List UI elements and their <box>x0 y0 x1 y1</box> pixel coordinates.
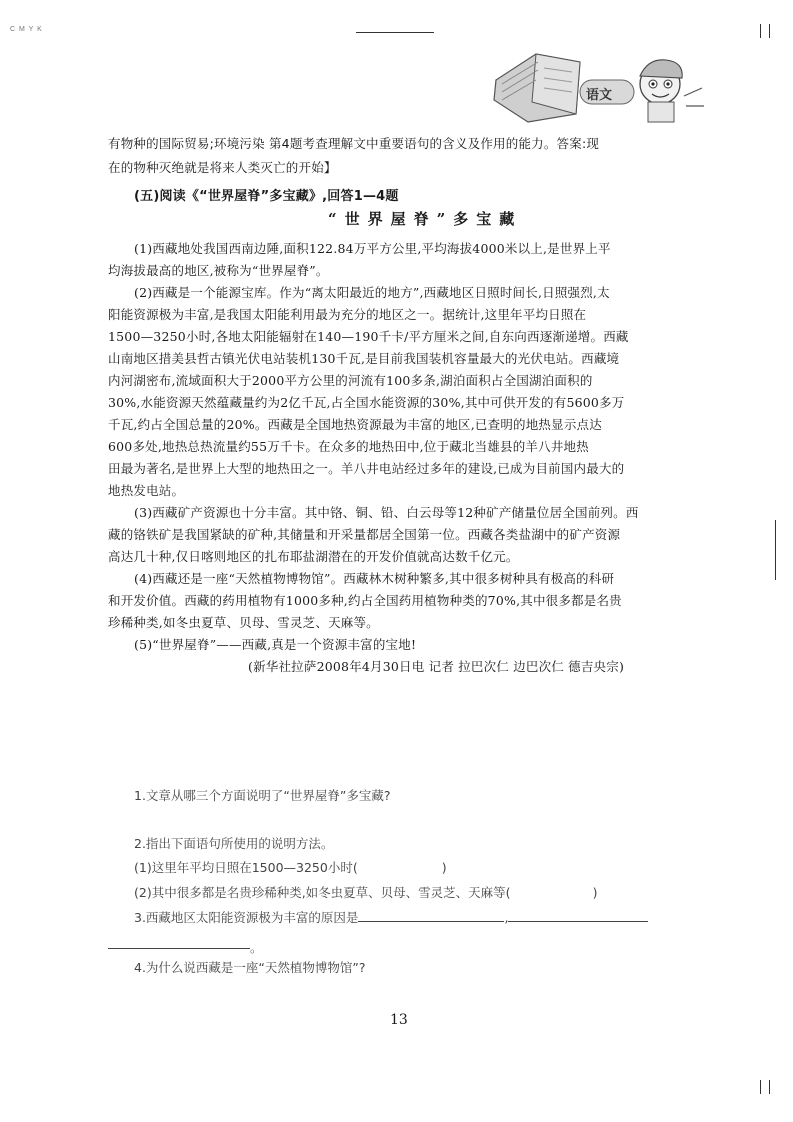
registration-mark-right <box>775 520 776 580</box>
crop-mark-top-right-b <box>769 24 770 38</box>
question-3 <box>134 908 648 926</box>
section-heading: (五)阅读《“世界屋脊”多宝藏》,回答1—4题 <box>134 189 399 204</box>
article-title: “世界屋脊”多宝藏 <box>328 210 523 228</box>
subject-label: 语文 <box>586 88 613 103</box>
paragraph-3-line-1: (3)西藏矿产资源也十分丰富。其中铬、铜、铅、白云母等12种矿产储量位居全国前列。西 <box>134 505 639 520</box>
paragraph-2-line-7: 千瓦,约占全国总量的20%。西藏是全国地热资源最为丰富的地区,已查明的地热显示点达 <box>108 417 602 432</box>
question-2-item-2-close: ) <box>592 885 598 900</box>
question-3-text: 3.西藏地区太阳能资源极为丰富的原因是 <box>134 910 359 925</box>
paragraph-2-line-9: 田最为著名,是世界上大型的地热田之一。羊八井电站经过多年的建设,已成为目前国内最大的 <box>108 461 625 476</box>
paragraph-2-line-4: 山南地区措美县哲古镇光伏电站装机130千瓦,是目前我国装机容量最大的光伏电站。西藏境 <box>108 351 620 366</box>
crop-mark-bottom-right-b <box>769 1080 770 1094</box>
question-4: 4.为什么说西藏是一座“天然植物博物馆”? <box>134 960 366 975</box>
paragraph-4-line-2: 和开发价值。西藏的药用植物有1000多种,约占全国药用植物种类的70%,其中很多都是名贵 <box>108 593 622 608</box>
question-2-item-1 <box>134 858 447 876</box>
paragraph-3-line-3: 高达几十种,仅日喀则地区的扎布耶盐湖潜在的开发价值就高达数千亿元。 <box>108 549 519 564</box>
paragraph-4-line-3: 珍稀种类,如冬虫夏草、贝母、雪灵芝、天麻等。 <box>108 615 379 630</box>
print-color-mark: C M Y K <box>10 26 43 33</box>
answer-blank-3-2[interactable] <box>508 921 648 922</box>
answer-blank-3-3[interactable] <box>108 948 250 949</box>
paragraph-2-line-2: 阳能资源极为丰富,是我国太阳能利用最为充分的地区之一。据统计,这里年平均日照在 <box>108 307 587 322</box>
question-3-comma: , <box>504 910 509 925</box>
paragraph-2-line-6: 30%,水能资源天然蕴藏量约为2亿千瓦,占全国水能资源的30%,其中可供开发的有5600多万 <box>108 395 625 410</box>
crop-mark-top-center <box>356 32 434 33</box>
paragraph-1-line-1: (1)西藏地处我国西南边陲,面积122.84万平方公里,平均海拔4000米以上,是世界上平 <box>134 241 611 256</box>
paragraph-5-line-1: (5)“世界屋脊”——西藏,真是一个资源丰富的宝地! <box>134 637 417 652</box>
question-2-item-2 <box>134 883 597 901</box>
article-body <box>108 238 698 678</box>
subject-illustration <box>488 40 710 128</box>
intro-line-2: 在的物种灭绝就是将来人类灭亡的开始】 <box>108 160 337 175</box>
question-2: 2.指出下面语句所使用的说明方法。 <box>134 836 334 851</box>
paragraph-2-line-3: 1500—3250小时,各地太阳能辐射在140—190千卡/平方厘米之间,自东向西逐渐递增。西藏 <box>108 329 629 344</box>
crop-mark-top-right-a <box>760 24 761 38</box>
paragraph-1-line-2: 均海拔最高的地区,被称为“世界屋脊”。 <box>108 263 329 278</box>
answer-blank-3-1[interactable] <box>358 921 504 922</box>
article-source: (新华社拉萨2008年4月30日电 记者 拉巴次仁 边巴次仁 德吉央宗) <box>248 659 625 674</box>
page-number: 13 <box>390 1012 408 1028</box>
crop-mark-bottom-right-a <box>760 1080 761 1094</box>
paragraph-3-line-2: 藏的铬铁矿是我国紧缺的矿种,其储量和开采量都居全国第一位。西藏各类盐湖中的矿产资源 <box>108 527 621 542</box>
question-2-item-1-text: (1)这里年平均日照在1500—3250小时( <box>134 860 358 875</box>
question-2-item-1-close: ) <box>441 860 447 875</box>
paragraph-2-line-10: 地热发电站。 <box>108 483 185 498</box>
intro-line-1: 有物种的国际贸易;环境污染 第4题考查理解文中重要语句的含义及作用的能力。答案:现 <box>108 136 600 151</box>
question-3-end-period: 。 <box>250 940 263 955</box>
paragraph-2-line-5: 内河湖密布,流域面积大于2000平方公里的河流有100多条,湖泊面积占全国湖泊面积的 <box>108 373 593 388</box>
paragraph-2-line-1: (2)西藏是一个能源宝库。作为“离太阳最近的地方”,西藏地区日照时间长,日照强烈,太 <box>134 285 610 300</box>
paragraph-4-line-1: (4)西藏还是一座“天然植物博物馆”。西藏林木树种繁多,其中很多树种具有极高的科研 <box>134 571 615 586</box>
question-1: 1.文章从哪三个方面说明了“世界屋脊”多宝藏? <box>134 788 391 803</box>
paragraph-2-line-8: 600多处,地热总热流量约55万千卡。在众多的地热田中,位于藏北当雄县的羊八井地热 <box>108 439 589 454</box>
question-2-item-2-text: (2)其中很多都是名贵珍稀种类,如冬虫夏草、贝母、雪灵芝、天麻等( <box>134 885 511 900</box>
